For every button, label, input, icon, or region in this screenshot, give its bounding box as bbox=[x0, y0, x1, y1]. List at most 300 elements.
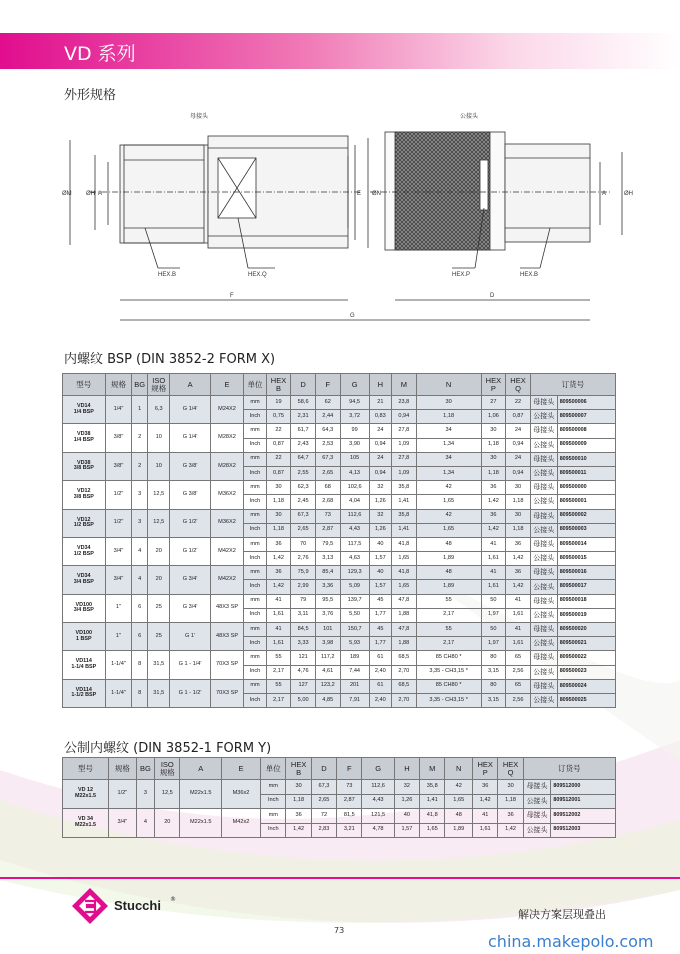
dim-h2: ØH bbox=[624, 191, 633, 197]
header-cell: HEX P bbox=[473, 758, 498, 780]
value-inch: 1,06 bbox=[481, 410, 506, 424]
iso-cell: 10 bbox=[148, 424, 170, 452]
coupler-kind: 母接头 bbox=[530, 396, 557, 410]
value-inch: 4,43 bbox=[362, 794, 394, 809]
value-mm: 30 bbox=[416, 396, 481, 410]
model-cell bbox=[63, 537, 106, 565]
order-number: 809500023 bbox=[557, 665, 615, 679]
value-mm: 27,8 bbox=[392, 452, 417, 466]
unit-cell: Inch bbox=[244, 523, 266, 537]
value-mm: 34 bbox=[416, 452, 481, 466]
header-cell: H bbox=[369, 374, 391, 396]
value-mm: 40 bbox=[369, 537, 391, 551]
value-inch: 0,87 bbox=[506, 410, 531, 424]
unit-cell: mm bbox=[244, 566, 266, 580]
value-mm: 47,8 bbox=[392, 594, 417, 608]
thread-a-cell: G 1/2' bbox=[170, 537, 210, 565]
series-title: VD 系列 bbox=[64, 43, 136, 65]
value-mm: 68 bbox=[315, 481, 340, 495]
header-cell: HEX B bbox=[266, 374, 291, 396]
unit-cell: Inch bbox=[244, 552, 266, 566]
value-inch: 1,42 bbox=[481, 495, 506, 509]
value-mm: 94,5 bbox=[340, 396, 369, 410]
iso-cell: 25 bbox=[148, 623, 170, 651]
unit-cell: Inch bbox=[244, 665, 266, 679]
header-cell: E bbox=[221, 758, 260, 780]
value-mm: 27 bbox=[481, 396, 506, 410]
value-inch: 0,87 bbox=[266, 466, 291, 480]
footer-slogan: 解决方案层现叠出 bbox=[518, 908, 606, 921]
value-mm: 45 bbox=[369, 594, 391, 608]
value-mm: 150,7 bbox=[340, 623, 369, 637]
value-mm: 67,3 bbox=[291, 509, 316, 523]
order-number: 809512002 bbox=[551, 809, 616, 824]
value-inch: 2,53 bbox=[315, 438, 340, 452]
value-inch: 0,75 bbox=[266, 410, 291, 424]
table-row bbox=[63, 780, 616, 795]
value-inch: 2,70 bbox=[392, 693, 417, 707]
value-mm: 121 bbox=[291, 651, 316, 665]
coupler-kind: 公接头 bbox=[530, 665, 557, 679]
unit-cell: mm bbox=[244, 537, 266, 551]
value-inch: 3,21 bbox=[337, 823, 362, 838]
value-mm: 189 bbox=[340, 651, 369, 665]
thread-e-cell: M42X2 bbox=[210, 566, 244, 594]
header-cell: BG bbox=[132, 374, 148, 396]
header-cell: G bbox=[362, 758, 394, 780]
value-inch: 1,65 bbox=[416, 523, 481, 537]
bg-cell: 3 bbox=[132, 509, 148, 537]
value-mm: 41 bbox=[481, 566, 506, 580]
value-inch: 3,33 bbox=[291, 637, 316, 651]
unit-cell: mm bbox=[244, 594, 266, 608]
value-mm: 80 bbox=[481, 651, 506, 665]
thread-a-cell: G 3/8' bbox=[170, 452, 210, 480]
size-cell: 3/4" bbox=[105, 566, 132, 594]
order-number: 809512003 bbox=[551, 823, 616, 838]
value-inch: 2,68 bbox=[315, 495, 340, 509]
thread-e-cell: M28X2 bbox=[210, 452, 244, 480]
value-mm: 41 bbox=[506, 623, 531, 637]
table-row bbox=[63, 679, 616, 693]
value-mm: 127 bbox=[291, 679, 316, 693]
model-thread: 1/2 BSP bbox=[73, 522, 94, 529]
thread-e-cell: M36x2 bbox=[221, 780, 260, 809]
value-inch: 1,65 bbox=[392, 552, 417, 566]
value-mm: 36 bbox=[481, 509, 506, 523]
thread-a-cell: G 3/4' bbox=[170, 566, 210, 594]
bg-cell: 8 bbox=[132, 651, 148, 679]
size-cell: 1" bbox=[105, 594, 132, 622]
value-inch: 3,72 bbox=[340, 410, 369, 424]
value-inch: 1,41 bbox=[392, 523, 417, 537]
value-inch: 2,56 bbox=[506, 693, 531, 707]
value-inch: 1,09 bbox=[392, 466, 417, 480]
value-inch: 1,18 bbox=[266, 495, 291, 509]
thread-a-cell: G 3/8' bbox=[170, 481, 210, 509]
model-cell bbox=[63, 452, 106, 480]
value-mm: 24 bbox=[369, 452, 391, 466]
order-number: 809500018 bbox=[557, 594, 615, 608]
value-mm: 139,7 bbox=[340, 594, 369, 608]
value-inch: 2,43 bbox=[291, 438, 316, 452]
value-inch: 1,18 bbox=[481, 466, 506, 480]
size-cell: 3/8" bbox=[105, 452, 132, 480]
value-mm: 55 bbox=[416, 594, 481, 608]
value-inch: 2,83 bbox=[311, 823, 336, 838]
order-number: 809500015 bbox=[557, 552, 615, 566]
value-mm: 30 bbox=[266, 509, 291, 523]
value-mm: 30 bbox=[506, 481, 531, 495]
coupler-kind: 母接头 bbox=[523, 809, 551, 824]
header-cell: 单位 bbox=[261, 758, 286, 780]
value-mm: 41 bbox=[506, 594, 531, 608]
value-inch: 2,17 bbox=[416, 637, 481, 651]
value-mm: 30 bbox=[506, 509, 531, 523]
thread-a-cell: G 1' bbox=[170, 623, 210, 651]
stucchi-logo bbox=[70, 886, 200, 930]
value-inch: 1,42 bbox=[506, 580, 531, 594]
value-mm: 42 bbox=[416, 481, 481, 495]
value-mm: 85 CH80 * bbox=[416, 651, 481, 665]
value-inch: 1,61 bbox=[506, 608, 531, 622]
order-number: 809500011 bbox=[557, 466, 615, 480]
value-inch: 1,42 bbox=[286, 823, 311, 838]
value-inch: 1,61 bbox=[473, 823, 498, 838]
value-inch: 1,65 bbox=[445, 794, 473, 809]
unit-cell: Inch bbox=[261, 794, 286, 809]
value-mm: 41,8 bbox=[392, 566, 417, 580]
value-inch: 1,61 bbox=[506, 637, 531, 651]
value-inch: 1,77 bbox=[369, 608, 391, 622]
thread-e-cell: M36X2 bbox=[210, 509, 244, 537]
dim-f: F bbox=[230, 293, 234, 299]
value-inch: 1,18 bbox=[416, 410, 481, 424]
value-mm: 36 bbox=[266, 537, 291, 551]
section-title-dimensions: 外形规格 bbox=[64, 88, 117, 103]
unit-cell: mm bbox=[244, 424, 266, 438]
value-mm: 21 bbox=[369, 396, 391, 410]
brand-name: Stucchi bbox=[114, 898, 161, 913]
value-inch: 2,44 bbox=[315, 410, 340, 424]
thread-e-cell: 48X3 SP bbox=[210, 623, 244, 651]
value-inch: 0,94 bbox=[369, 466, 391, 480]
model-cell bbox=[63, 623, 106, 651]
value-inch: 3,36 bbox=[315, 580, 340, 594]
header-cell: A bbox=[180, 758, 221, 780]
value-mm: 85,4 bbox=[315, 566, 340, 580]
order-number: 809500016 bbox=[557, 566, 615, 580]
order-number: 809500021 bbox=[557, 637, 615, 651]
value-mm: 61,7 bbox=[291, 424, 316, 438]
value-mm: 47,8 bbox=[392, 623, 417, 637]
value-mm: 50 bbox=[481, 594, 506, 608]
value-inch: 1,42 bbox=[506, 552, 531, 566]
unit-cell: mm bbox=[261, 780, 286, 795]
model-code: VD12 bbox=[77, 488, 91, 495]
value-inch: 1,42 bbox=[498, 823, 523, 838]
coupler-kind: 公接头 bbox=[530, 693, 557, 707]
model-cell bbox=[63, 594, 106, 622]
value-mm: 50 bbox=[481, 623, 506, 637]
value-inch: 3,13 bbox=[315, 552, 340, 566]
coupler-kind: 母接头 bbox=[530, 452, 557, 466]
value-mm: 40 bbox=[394, 809, 419, 824]
value-mm: 58,6 bbox=[291, 396, 316, 410]
value-mm: 62,3 bbox=[291, 481, 316, 495]
value-inch: 4,63 bbox=[340, 552, 369, 566]
series-header-bar bbox=[0, 33, 680, 69]
table-row bbox=[63, 594, 616, 608]
value-mm: 42 bbox=[416, 509, 481, 523]
value-inch: 2,76 bbox=[291, 552, 316, 566]
header-cell: HEX Q bbox=[506, 374, 531, 396]
value-mm: 36 bbox=[286, 809, 311, 824]
thread-e-cell: 48X3 SP bbox=[210, 594, 244, 622]
size-cell: 1" bbox=[105, 623, 132, 651]
value-inch: 1,88 bbox=[392, 608, 417, 622]
value-mm: 41,8 bbox=[420, 809, 445, 824]
header-cell: N bbox=[445, 758, 473, 780]
model-cell bbox=[63, 679, 106, 707]
value-mm: 41 bbox=[266, 594, 291, 608]
value-inch: 1,18 bbox=[506, 523, 531, 537]
value-mm: 24 bbox=[506, 452, 531, 466]
footer-divider bbox=[0, 877, 680, 879]
value-inch: 1,97 bbox=[481, 637, 506, 651]
value-inch: 1,57 bbox=[369, 580, 391, 594]
model-code: VD38 bbox=[77, 459, 91, 466]
value-mm: 30 bbox=[481, 424, 506, 438]
dim-hex-b-male: HEX.B bbox=[520, 272, 539, 278]
coupler-kind: 公接头 bbox=[530, 466, 557, 480]
unit-cell: mm bbox=[244, 623, 266, 637]
technical-drawing bbox=[50, 100, 640, 332]
header-cell: HEX Q bbox=[498, 758, 523, 780]
value-inch: 1,41 bbox=[420, 794, 445, 809]
size-cell: 1/4" bbox=[105, 396, 132, 424]
value-inch: 2,45 bbox=[291, 495, 316, 509]
coupler-kind: 母接头 bbox=[530, 594, 557, 608]
value-inch: 0,94 bbox=[369, 438, 391, 452]
dim-d: D bbox=[490, 293, 495, 299]
order-number: 809500008 bbox=[557, 424, 615, 438]
value-mm: 75,9 bbox=[291, 566, 316, 580]
size-cell: 1-1/4" bbox=[105, 651, 132, 679]
thread-a-cell: M22x1.5 bbox=[180, 780, 221, 809]
model-thread: 1/4 BSP bbox=[73, 437, 94, 444]
value-mm: 102,6 bbox=[340, 481, 369, 495]
coupler-kind: 公接头 bbox=[530, 637, 557, 651]
model-thread: 1 BSP bbox=[75, 635, 92, 642]
model-thread: 3/8 BSP bbox=[73, 465, 94, 472]
model-code: VD114 bbox=[75, 686, 92, 693]
bg-cell: 4 bbox=[132, 537, 148, 565]
unit-cell: Inch bbox=[244, 580, 266, 594]
value-inch: 2,17 bbox=[416, 608, 481, 622]
order-number: 809500002 bbox=[557, 509, 615, 523]
value-mm: 80 bbox=[481, 679, 506, 693]
model-cell bbox=[63, 651, 106, 679]
value-mm: 61 bbox=[369, 651, 391, 665]
unit-cell: mm bbox=[244, 679, 266, 693]
order-number: 809500001 bbox=[557, 495, 615, 509]
order-number: 809500000 bbox=[557, 481, 615, 495]
value-mm: 41 bbox=[481, 537, 506, 551]
dim-g: G bbox=[350, 313, 355, 319]
value-inch: 3,76 bbox=[315, 608, 340, 622]
value-inch: 1,42 bbox=[266, 552, 291, 566]
header-cell: M bbox=[392, 374, 417, 396]
coupler-kind: 母接头 bbox=[530, 481, 557, 495]
header-cell: D bbox=[291, 374, 316, 396]
unit-cell: Inch bbox=[244, 466, 266, 480]
value-mm: 34 bbox=[416, 424, 481, 438]
order-number: 809500025 bbox=[557, 693, 615, 707]
thread-e-cell: M24X2 bbox=[210, 396, 244, 424]
value-inch: 0,87 bbox=[266, 438, 291, 452]
value-inch: 5,93 bbox=[340, 637, 369, 651]
value-mm: 105 bbox=[340, 452, 369, 466]
value-inch: 4,04 bbox=[340, 495, 369, 509]
coupler-kind: 母接头 bbox=[530, 651, 557, 665]
value-inch: 1,09 bbox=[392, 438, 417, 452]
bg-cell: 8 bbox=[132, 679, 148, 707]
order-number: 809500019 bbox=[557, 608, 615, 622]
bg-cell: 3 bbox=[132, 481, 148, 509]
value-inch: 2,70 bbox=[392, 665, 417, 679]
value-inch: 1,89 bbox=[416, 552, 481, 566]
value-mm: 36 bbox=[506, 537, 531, 551]
value-mm: 30 bbox=[498, 780, 523, 795]
unit-cell: Inch bbox=[244, 495, 266, 509]
value-mm: 64,3 bbox=[315, 424, 340, 438]
model-code: VD12 bbox=[77, 516, 91, 523]
value-mm: 65 bbox=[506, 679, 531, 693]
model-code: VD114 bbox=[75, 658, 92, 665]
value-mm: 36 bbox=[473, 780, 498, 795]
thread-e-cell: 70X3 SP bbox=[210, 679, 244, 707]
value-inch: 1,42 bbox=[481, 523, 506, 537]
value-mm: 30 bbox=[266, 481, 291, 495]
coupler-kind: 公接头 bbox=[530, 523, 557, 537]
bg-cell: 1 bbox=[132, 396, 148, 424]
model-cell bbox=[63, 424, 106, 452]
unit-cell: mm bbox=[244, 396, 266, 410]
value-mm: 23,8 bbox=[392, 396, 417, 410]
model-thread: 3/8 BSP bbox=[73, 493, 94, 500]
bg-cell: 2 bbox=[132, 452, 148, 480]
model-thread: M22x1.5 bbox=[75, 822, 97, 828]
thread-e-cell: 70X3 SP bbox=[210, 651, 244, 679]
dim-m: ØM bbox=[62, 191, 72, 197]
source-watermark: china.makepolo.com bbox=[488, 932, 654, 951]
header-cell: N bbox=[416, 374, 481, 396]
coupler-kind: 母接头 bbox=[530, 679, 557, 693]
value-inch: 4,43 bbox=[340, 523, 369, 537]
value-inch: 1,18 bbox=[266, 523, 291, 537]
value-mm: 73 bbox=[315, 509, 340, 523]
table-row bbox=[63, 452, 616, 466]
value-mm: 30 bbox=[481, 452, 506, 466]
order-number: 809500022 bbox=[557, 651, 615, 665]
coupler-kind: 母接头 bbox=[530, 566, 557, 580]
header-cell: 订货号 bbox=[530, 374, 615, 396]
value-inch: 7,91 bbox=[340, 693, 369, 707]
iso-cell: 20 bbox=[148, 566, 170, 594]
thread-e-cell: M42X2 bbox=[210, 537, 244, 565]
value-mm: 112,6 bbox=[362, 780, 394, 795]
bg-cell: 6 bbox=[132, 594, 148, 622]
value-inch: 0,94 bbox=[392, 410, 417, 424]
value-inch: 2,87 bbox=[315, 523, 340, 537]
page-number: 73 bbox=[334, 926, 345, 935]
value-mm: 112,6 bbox=[340, 509, 369, 523]
coupler-kind: 母接头 bbox=[530, 537, 557, 551]
model-code: VD 12 bbox=[78, 787, 94, 794]
iso-cell: 12,5 bbox=[155, 780, 180, 809]
bg-cell: 2 bbox=[132, 424, 148, 452]
value-mm: 48 bbox=[416, 566, 481, 580]
table-row bbox=[63, 481, 616, 495]
spec-table-bsp bbox=[62, 373, 616, 708]
coupler-kind: 公接头 bbox=[530, 580, 557, 594]
value-mm: 41 bbox=[473, 809, 498, 824]
order-number: 809500010 bbox=[557, 452, 615, 466]
value-inch: 1,61 bbox=[481, 580, 506, 594]
value-inch: 4,13 bbox=[340, 466, 369, 480]
unit-cell: Inch bbox=[261, 823, 286, 838]
model-code: VD100 bbox=[75, 630, 92, 637]
value-mm: 27,8 bbox=[392, 424, 417, 438]
table-row bbox=[63, 424, 616, 438]
value-mm: 72 bbox=[311, 809, 336, 824]
dim-hex-q: HEX.Q bbox=[248, 272, 267, 278]
value-inch: 2,17 bbox=[266, 665, 291, 679]
value-inch: 2,87 bbox=[337, 794, 362, 809]
order-number: 809500003 bbox=[557, 523, 615, 537]
value-mm: 48 bbox=[445, 809, 473, 824]
unit-cell: mm bbox=[244, 651, 266, 665]
coupler-kind: 母接头 bbox=[530, 623, 557, 637]
model-thread: 3/4 BSP bbox=[73, 607, 94, 614]
coupler-kind: 公接头 bbox=[530, 438, 557, 452]
value-inch: 1,65 bbox=[392, 580, 417, 594]
size-cell: 3/4" bbox=[109, 809, 137, 838]
value-mm: 22 bbox=[266, 424, 291, 438]
header-cell: HEX B bbox=[286, 758, 311, 780]
value-mm: 85 CH80 * bbox=[416, 679, 481, 693]
value-inch: 1,34 bbox=[416, 466, 481, 480]
value-inch: 1,65 bbox=[416, 495, 481, 509]
value-inch: 1,26 bbox=[369, 523, 391, 537]
value-inch: 1,34 bbox=[416, 438, 481, 452]
value-inch: 1,26 bbox=[394, 794, 419, 809]
dim-n: ØN bbox=[372, 191, 381, 197]
coupler-kind: 母接头 bbox=[530, 424, 557, 438]
value-inch: 1,65 bbox=[420, 823, 445, 838]
thread-a-cell: G 3/4' bbox=[170, 594, 210, 622]
model-cell bbox=[63, 481, 106, 509]
value-inch: 2,65 bbox=[311, 794, 336, 809]
dim-h1: ØH bbox=[86, 191, 95, 197]
value-inch: 3,11 bbox=[291, 608, 316, 622]
table-row bbox=[63, 809, 616, 824]
dim-hex-b-female: HEX.B bbox=[158, 272, 177, 278]
value-mm: 45 bbox=[369, 623, 391, 637]
table-row bbox=[63, 623, 616, 637]
value-inch: 1,77 bbox=[369, 637, 391, 651]
